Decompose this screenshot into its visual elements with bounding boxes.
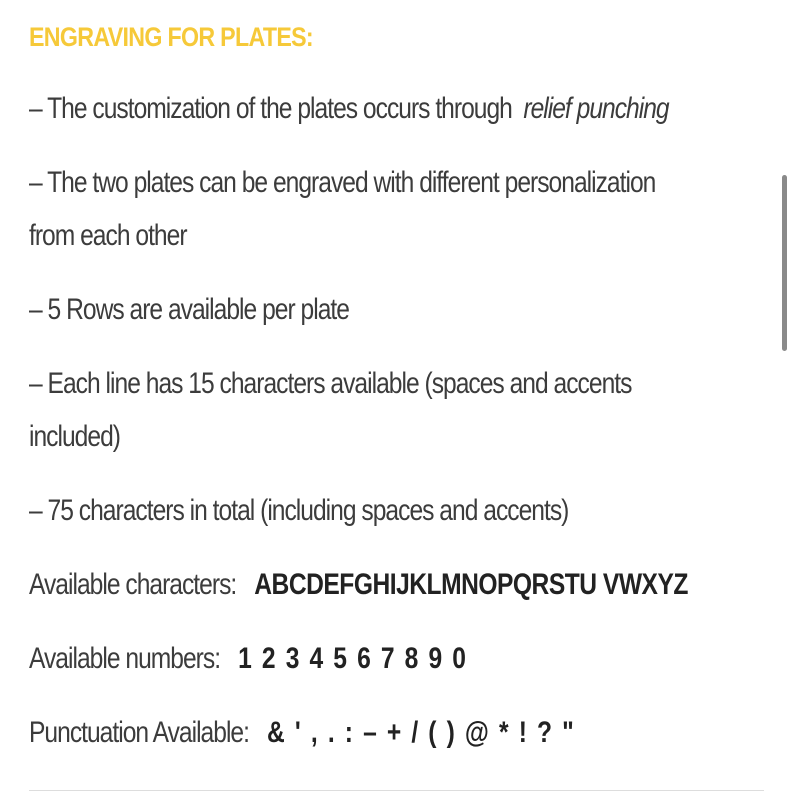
bullet-different-personalization-line-1: – The two plates can be engraved with different personalization [29, 166, 656, 199]
bottom-divider [29, 790, 764, 791]
bullet-relief-punching-line [29, 82, 669, 135]
bullet-total-characters-text: – 75 characters in total (including spaces and accents) [29, 494, 569, 527]
relief-punching-emphasis: relief punching [523, 92, 669, 125]
bullet-relief-punching-text: – The customization of the plates occurs through [29, 92, 512, 125]
bullet-different-personalization [29, 156, 764, 262]
bullet-characters-per-line-line-2: included) [29, 420, 120, 453]
bullet-rows-per-plate [29, 283, 764, 336]
bullet-rows-per-plate-text: – 5 Rows are available per plate [29, 293, 349, 326]
available-characters-value: ABCDEFGHIJKLMNOPQRSTU VWXYZ [254, 568, 688, 601]
bullet-total-characters [29, 484, 764, 537]
available-numbers-value: 1 2 3 4 5 6 7 8 9 0 [238, 642, 468, 675]
punctuation-available-row [29, 706, 632, 759]
available-characters-row [29, 558, 688, 611]
punctuation-available-label: Punctuation Available: [29, 716, 249, 749]
available-characters-label: Available characters: [29, 568, 237, 601]
bullet-relief-punching [29, 82, 764, 135]
punctuation-available-value: & ' , . : – + / ( ) @ * ! ? " [267, 716, 576, 749]
section-heading: ENGRAVING FOR PLATES: [29, 22, 313, 52]
engraving-section [29, 14, 764, 780]
bullet-different-personalization-line-2: from each other [29, 219, 187, 252]
bullet-characters-per-line-line-1: – Each line has 15 characters available (spaces and accents [29, 367, 632, 400]
bullet-characters-per-line [29, 357, 764, 463]
scrollbar-thumb[interactable] [782, 175, 787, 351]
available-numbers-row [29, 632, 632, 685]
available-numbers-label: Available numbers: [29, 642, 221, 675]
